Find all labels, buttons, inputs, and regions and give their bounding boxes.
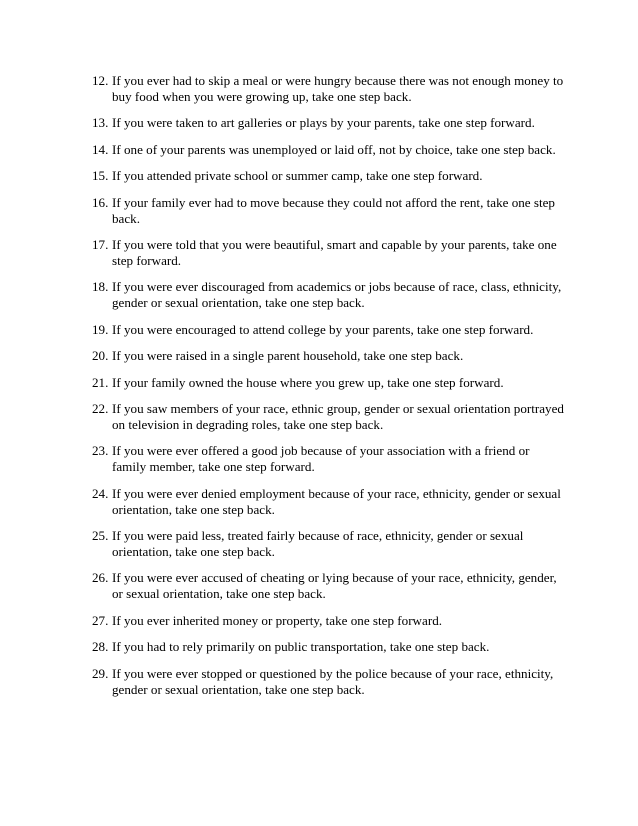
item-text: If your family ever had to move because they could not afford the rent, take one step back.	[112, 194, 555, 226]
list-item	[92, 322, 566, 338]
item-number: 17.	[92, 236, 109, 252]
list-item	[92, 142, 566, 158]
item-text: If you ever had to skip a meal or were hungry because there was not enough money to buy food when you were growing up, take one step back.	[112, 73, 564, 104]
item-text: If you ever inherited money or property, take one step forward.	[112, 612, 443, 628]
list-item	[92, 375, 566, 391]
item-text: If you were ever offered a good job because of your association with a friend or family member, take one step forward.	[112, 443, 530, 475]
list-item	[92, 237, 566, 269]
item-text: If you were told that you were beautiful, smart and capable by your parents, take one step forward.	[112, 236, 557, 268]
item-number: 29.	[92, 665, 109, 681]
list-item	[92, 195, 566, 227]
item-number: 26.	[92, 570, 109, 586]
item-text: If you were taken to art galleries or plays by your parents, take one step forward.	[112, 115, 535, 131]
item-text: If you were encouraged to attend college by your parents, take one step forward.	[112, 321, 534, 337]
item-number: 23.	[92, 443, 109, 459]
item-number: 24.	[92, 485, 109, 501]
item-number: 22.	[92, 400, 109, 416]
item-text: If you attended private school or summer camp, take one step forward.	[112, 168, 483, 184]
item-number: 18.	[92, 279, 109, 295]
list-item	[92, 348, 566, 364]
list-item	[92, 613, 566, 629]
item-number: 27.	[92, 612, 109, 628]
item-text: If you were ever discouraged from academics or jobs because of race, class, ethnicity, gender or sexual orientation, take one step back.	[112, 279, 562, 311]
item-number: 13.	[92, 115, 109, 131]
item-number: 12.	[92, 73, 109, 88]
list-item	[92, 570, 566, 602]
item-number: 19.	[92, 321, 109, 337]
item-text: If you were ever stopped or questioned by the police because of your race, ethnicity, gender or sexual orientation, take one step back.	[112, 665, 554, 697]
list-item	[92, 279, 566, 311]
item-text: If you had to rely primarily on public transportation, take one step back.	[112, 639, 490, 655]
list-item	[92, 168, 566, 184]
list-item	[92, 666, 566, 698]
item-number: 21.	[92, 374, 109, 390]
item-number: 16.	[92, 194, 109, 210]
item-number: 20.	[92, 348, 109, 364]
list-item	[92, 443, 566, 475]
item-text: If one of your parents was unemployed or laid off, not by choice, take one step back.	[112, 141, 556, 157]
item-text: If your family owned the house where you grew up, take one step forward.	[112, 374, 504, 390]
item-text: If you were raised in a single parent household, take one step back.	[112, 348, 464, 364]
item-number: 14.	[92, 141, 109, 157]
list-item	[92, 115, 566, 131]
list-item	[92, 486, 566, 518]
list-item	[92, 401, 566, 433]
item-text: If you were ever denied employment because of your race, ethnicity, gender or sexual orientation, take one step back.	[112, 485, 561, 517]
item-number: 15.	[92, 168, 109, 184]
item-number: 25.	[92, 528, 109, 544]
item-number: 28.	[92, 639, 109, 655]
list-item	[92, 639, 566, 655]
list-item	[92, 73, 566, 105]
item-text: If you were paid less, treated fairly because of race, ethnicity, gender or sexual orientation, take one step back.	[112, 528, 524, 560]
numbered-list	[92, 73, 566, 708]
list-item	[92, 528, 566, 560]
item-text: If you were ever accused of cheating or lying because of your race, ethnicity, gender, or sexual orientation, take one step back.	[112, 570, 557, 602]
item-text: If you saw members of your race, ethnic group, gender or sexual orientation portrayed on television in degrading roles, take one step back.	[112, 400, 564, 432]
